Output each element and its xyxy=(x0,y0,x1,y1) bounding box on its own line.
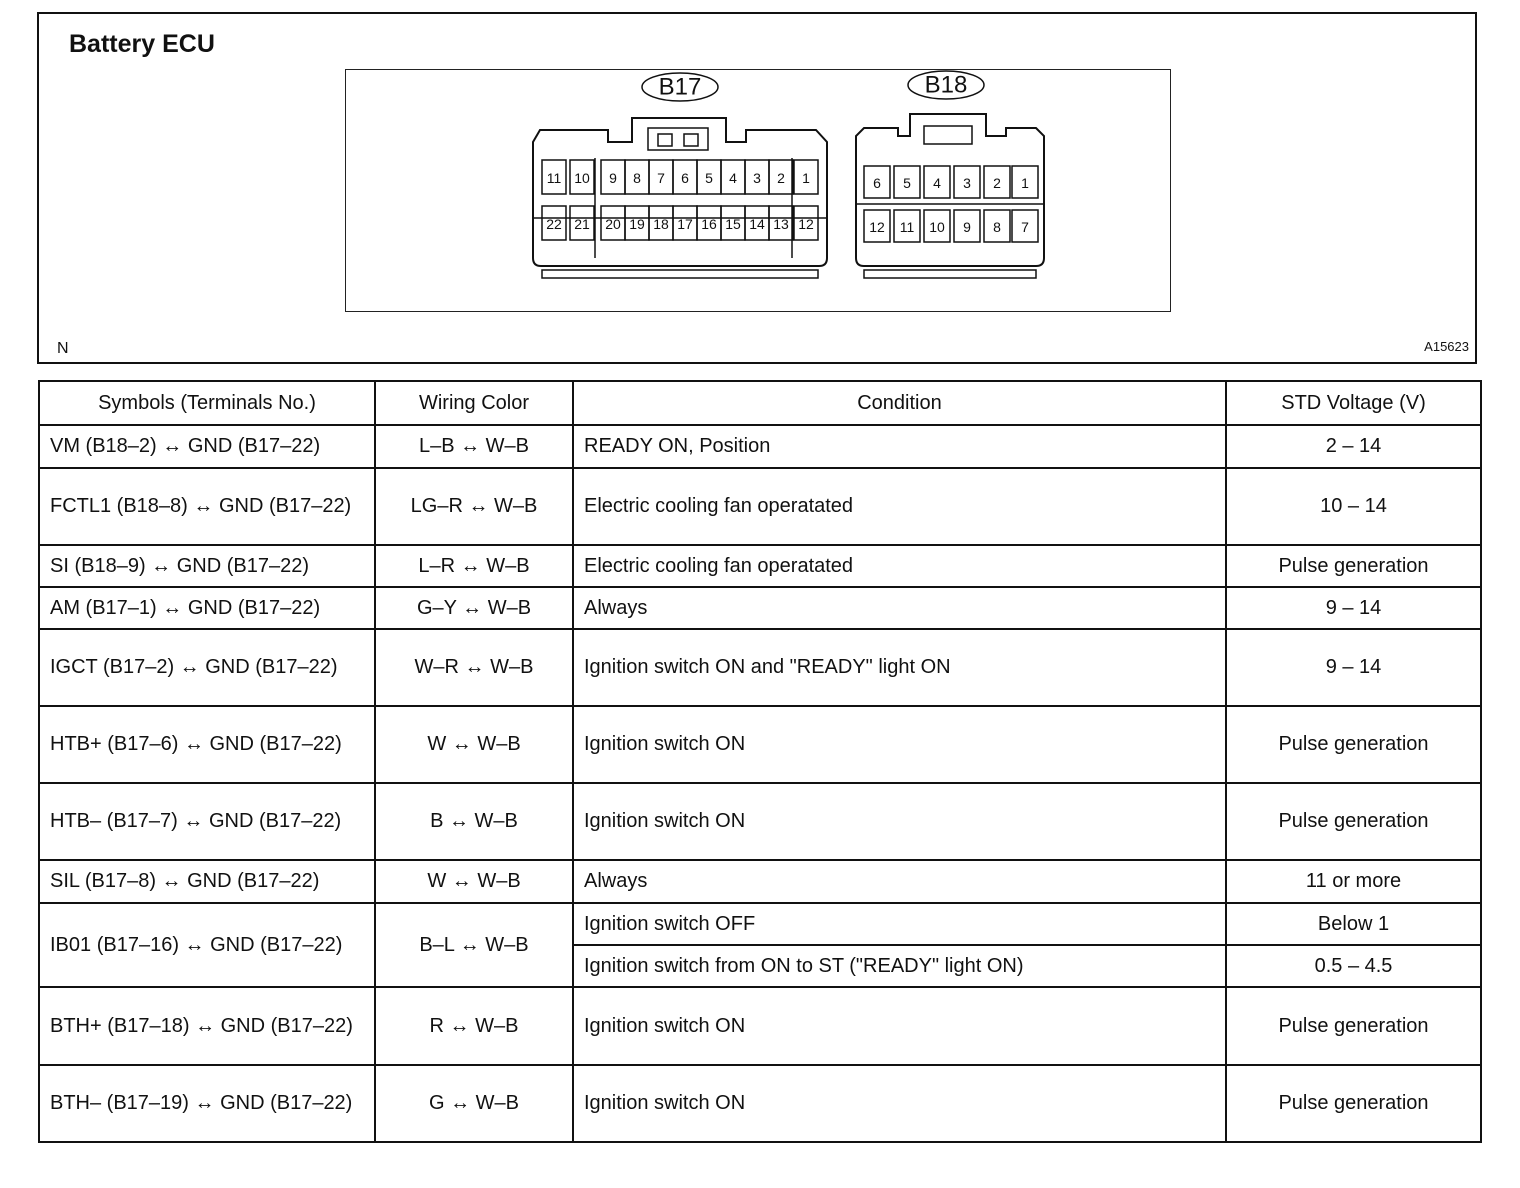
symbol-cell: HTB+ (B17–6) ↔ GND (B17–22) xyxy=(39,706,375,783)
b17-pin-number: 16 xyxy=(701,216,717,232)
table-row xyxy=(39,587,1481,629)
b17-pin-number: 18 xyxy=(653,216,669,232)
b17-latch xyxy=(648,128,708,150)
b17-pin-number: 2 xyxy=(777,170,785,186)
figure-note: N xyxy=(57,340,69,357)
connector-diagram xyxy=(345,69,1171,312)
wiring-cell: R ↔ W–B xyxy=(375,987,573,1065)
condition-cell: Ignition switch ON and "READY" light ON xyxy=(573,629,1226,706)
voltage-cell: Below 1 xyxy=(1226,903,1481,945)
table-row xyxy=(39,706,1481,783)
voltage-cell: 11 or more xyxy=(1226,860,1481,903)
voltage-cell: Pulse generation xyxy=(1226,1065,1481,1142)
table-row xyxy=(39,903,1481,945)
b18-pin-number: 8 xyxy=(993,219,1001,235)
symbol-cell: SIL (B17–8) ↔ GND (B17–22) xyxy=(39,860,375,903)
condition-cell: Ignition switch ON xyxy=(573,1065,1226,1142)
table-row xyxy=(39,545,1481,587)
wiring-cell: L–B ↔ W–B xyxy=(375,425,573,468)
symbol-cell: AM (B17–1) ↔ GND (B17–22) xyxy=(39,587,375,629)
symbol-cell: IB01 (B17–16) ↔ GND (B17–22) xyxy=(39,903,375,987)
condition-cell: Always xyxy=(573,587,1226,629)
connector-label: B18 xyxy=(924,71,968,99)
b17-pin-number: 6 xyxy=(681,170,689,186)
wiring-cell: G ↔ W–B xyxy=(375,1065,573,1142)
header-condition: Condition xyxy=(573,381,1226,425)
b17-pin-number: 5 xyxy=(705,170,713,186)
condition-cell: Electric cooling fan operatated xyxy=(573,468,1226,545)
table-row xyxy=(39,987,1481,1065)
symbol-cell: IGCT (B17–2) ↔ GND (B17–22) xyxy=(39,629,375,706)
b18-pin-number: 11 xyxy=(899,219,915,235)
connector-label: B17 xyxy=(658,73,702,101)
b17-pin-number: 12 xyxy=(798,216,814,232)
table-row xyxy=(39,1065,1481,1142)
table-header-row xyxy=(39,381,1481,425)
header-wiring-color: Wiring Color xyxy=(375,381,573,425)
symbol-cell: VM (B18–2) ↔ GND (B17–22) xyxy=(39,425,375,468)
b17-pin-number: 11 xyxy=(546,170,562,186)
symbol-cell: BTH– (B17–19) ↔ GND (B17–22) xyxy=(39,1065,375,1142)
b17-pin-number: 20 xyxy=(605,216,621,232)
table-row xyxy=(39,468,1481,545)
b18-pin-number: 7 xyxy=(1021,219,1029,235)
wiring-cell: LG–R ↔ W–B xyxy=(375,468,573,545)
b18-pin-number: 12 xyxy=(869,219,885,235)
b17-latch-slot xyxy=(658,134,672,146)
voltage-cell: Pulse generation xyxy=(1226,987,1481,1065)
table-row xyxy=(39,425,1481,468)
header-std-voltage: STD Voltage (V) xyxy=(1226,381,1481,425)
symbol-cell: BTH+ (B17–18) ↔ GND (B17–22) xyxy=(39,987,375,1065)
voltage-cell: Pulse generation xyxy=(1226,706,1481,783)
b17-pin-number: 8 xyxy=(633,170,641,186)
b18-pin-number: 4 xyxy=(933,175,941,191)
symbol-cell: FCTL1 (B18–8) ↔ GND (B17–22) xyxy=(39,468,375,545)
b17-housing xyxy=(533,118,827,266)
b18-pin-number: 5 xyxy=(903,175,911,191)
wiring-cell: W–R ↔ W–B xyxy=(375,629,573,706)
voltage-cell: 9 – 14 xyxy=(1226,587,1481,629)
b18-pin-number: 3 xyxy=(963,175,971,191)
b18-pin-number: 2 xyxy=(993,175,1001,191)
condition-cell: Electric cooling fan operatated xyxy=(573,545,1226,587)
table-row xyxy=(39,629,1481,706)
wiring-cell: L–R ↔ W–B xyxy=(375,545,573,587)
condition-cell: Ignition switch ON xyxy=(573,706,1226,783)
b17-base xyxy=(542,270,818,278)
terminal-spec-table xyxy=(38,380,1482,1143)
condition-cell: Ignition switch OFF xyxy=(573,903,1226,945)
condition-cell: Ignition switch from ON to ST ("READY" light ON) xyxy=(573,945,1226,987)
condition-cell: Ignition switch ON xyxy=(573,783,1226,860)
b18-base xyxy=(864,270,1036,278)
b17-pin-number: 17 xyxy=(677,216,693,232)
b18-pin-number: 1 xyxy=(1021,175,1029,191)
wiring-cell: W ↔ W–B xyxy=(375,706,573,783)
condition-cell: Always xyxy=(573,860,1226,903)
connector-figure xyxy=(37,12,1477,364)
b18-latch xyxy=(924,126,972,144)
b17-pin-number: 21 xyxy=(574,216,590,232)
b17-pin-number: 14 xyxy=(749,216,765,232)
voltage-cell: 9 – 14 xyxy=(1226,629,1481,706)
b17-pin-number: 19 xyxy=(629,216,645,232)
wiring-cell: W ↔ W–B xyxy=(375,860,573,903)
condition-cell: Ignition switch ON xyxy=(573,987,1226,1065)
table-row xyxy=(39,860,1481,903)
header-symbols: Symbols (Terminals No.) xyxy=(39,381,375,425)
b17-pin-number: 1 xyxy=(802,170,810,186)
b18-pin-number: 9 xyxy=(963,219,971,235)
b17-pin-number: 3 xyxy=(753,170,761,186)
b17-pin-number: 15 xyxy=(725,216,741,232)
voltage-cell: 0.5 – 4.5 xyxy=(1226,945,1481,987)
b17-pin-number: 4 xyxy=(729,170,737,186)
wiring-cell: B–L ↔ W–B xyxy=(375,903,573,987)
voltage-cell: 2 – 14 xyxy=(1226,425,1481,468)
voltage-cell: 10 – 14 xyxy=(1226,468,1481,545)
figure-title: Battery ECU xyxy=(69,30,215,58)
b18-pin-number: 6 xyxy=(873,175,881,191)
condition-cell: READY ON, Position xyxy=(573,425,1226,468)
voltage-cell: Pulse generation xyxy=(1226,783,1481,860)
symbol-cell: HTB– (B17–7) ↔ GND (B17–22) xyxy=(39,783,375,860)
connector-drawing xyxy=(346,70,1172,313)
b17-pin-number: 7 xyxy=(657,170,665,186)
wiring-cell: B ↔ W–B xyxy=(375,783,573,860)
b17-pin-number: 9 xyxy=(609,170,617,186)
figure-code: A15623 xyxy=(1424,339,1469,354)
table-row xyxy=(39,783,1481,860)
wiring-cell: G–Y ↔ W–B xyxy=(375,587,573,629)
voltage-cell: Pulse generation xyxy=(1226,545,1481,587)
b17-pin-number: 13 xyxy=(773,216,789,232)
b18-pin-number: 10 xyxy=(929,219,945,235)
b17-pin-number: 22 xyxy=(546,216,562,232)
symbol-cell: SI (B18–9) ↔ GND (B17–22) xyxy=(39,545,375,587)
b17-pin-number: 10 xyxy=(574,170,590,186)
b17-latch-slot xyxy=(684,134,698,146)
